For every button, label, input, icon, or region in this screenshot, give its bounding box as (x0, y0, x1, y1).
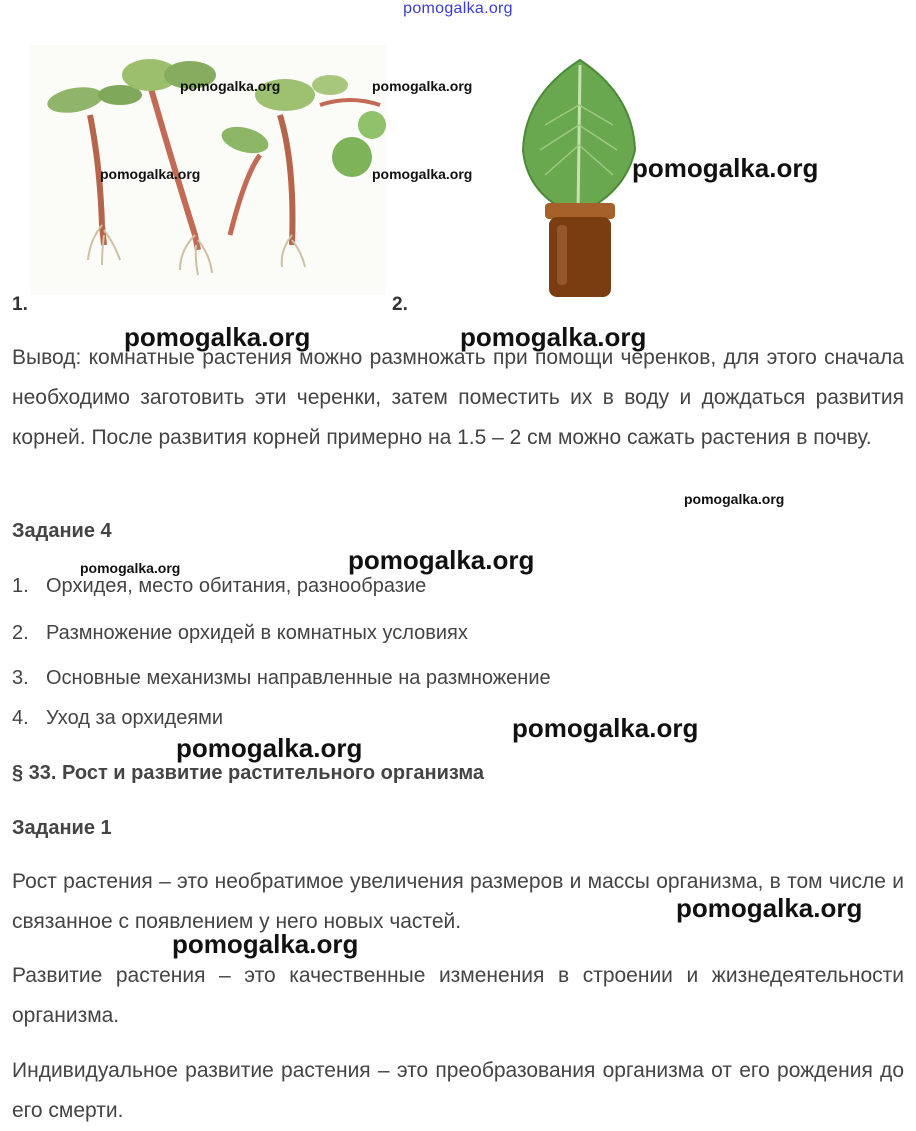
leaf-in-bottle-image (515, 55, 645, 305)
watermark: pomogalka.org (632, 153, 819, 183)
list-item-text: Размножение орхидей в комнатных условиях (46, 622, 468, 644)
watermark: pomogalka.org (172, 929, 359, 959)
watermark: pomogalka.org (372, 78, 473, 94)
list-item-text: Основные механизмы направленные на размножение (46, 667, 551, 689)
list-item-number: 2. (12, 622, 29, 644)
list-item-number: 3. (12, 667, 29, 689)
watermark: pomogalka.org (80, 560, 181, 576)
watermark: pomogalka.org (348, 545, 535, 575)
list-item (12, 667, 551, 690)
task4-heading: Задание 4 (12, 520, 112, 542)
list-item-text: Уход за орхидеями (46, 707, 224, 729)
task1-heading: Задание 1 (12, 817, 112, 839)
growth-definition-paragraph: Рост растения – это необратимое увеличения размеров и массы организма, в том числе и связанное с появлением у него новых частей. (12, 870, 904, 933)
watermark: pomogalka.org (100, 166, 201, 182)
list-item-text: Орхидея, место обитания, разнообразие (46, 575, 427, 597)
watermark: pomogalka.org (180, 78, 281, 94)
watermark: pomogalka.org (684, 491, 785, 507)
figure-label-2: 2. (392, 294, 408, 315)
watermark: pomogalka.org (124, 322, 311, 352)
watermark: pomogalka.org (460, 322, 647, 352)
list-item (12, 707, 223, 730)
development-definition-paragraph: Развитие растения – это качественные изменения в строении и жизнедеятельности организма. (12, 964, 904, 1027)
watermark: pomogalka.org (176, 733, 363, 763)
individual-development-paragraph: Индивидуальное развитие растения – это преобразования организма от его рождения до его смерти. (12, 1059, 904, 1122)
watermark: pomogalka.org (372, 166, 473, 182)
section-heading: § 33. Рост и развитие растительного организма (12, 762, 485, 784)
list-item (12, 575, 426, 598)
figure-label-1: 1. (12, 294, 28, 315)
site-link[interactable]: pomogalka.org (403, 0, 513, 17)
list-item-number: 4. (12, 707, 29, 729)
list-item-number: 1. (12, 575, 29, 597)
list-item (12, 622, 468, 645)
conclusion-paragraph: Вывод: комнатные растения можно размножать при помощи черенков, для этого сначала необходимо заготовить эти черенки, затем поместить их в воду и дождаться развития корней. После развития корней примерно на 1.5 – 2 см можно сажать растения в почву. (12, 346, 904, 449)
watermark: pomogalka.org (676, 893, 863, 923)
watermark: pomogalka.org (512, 713, 699, 743)
